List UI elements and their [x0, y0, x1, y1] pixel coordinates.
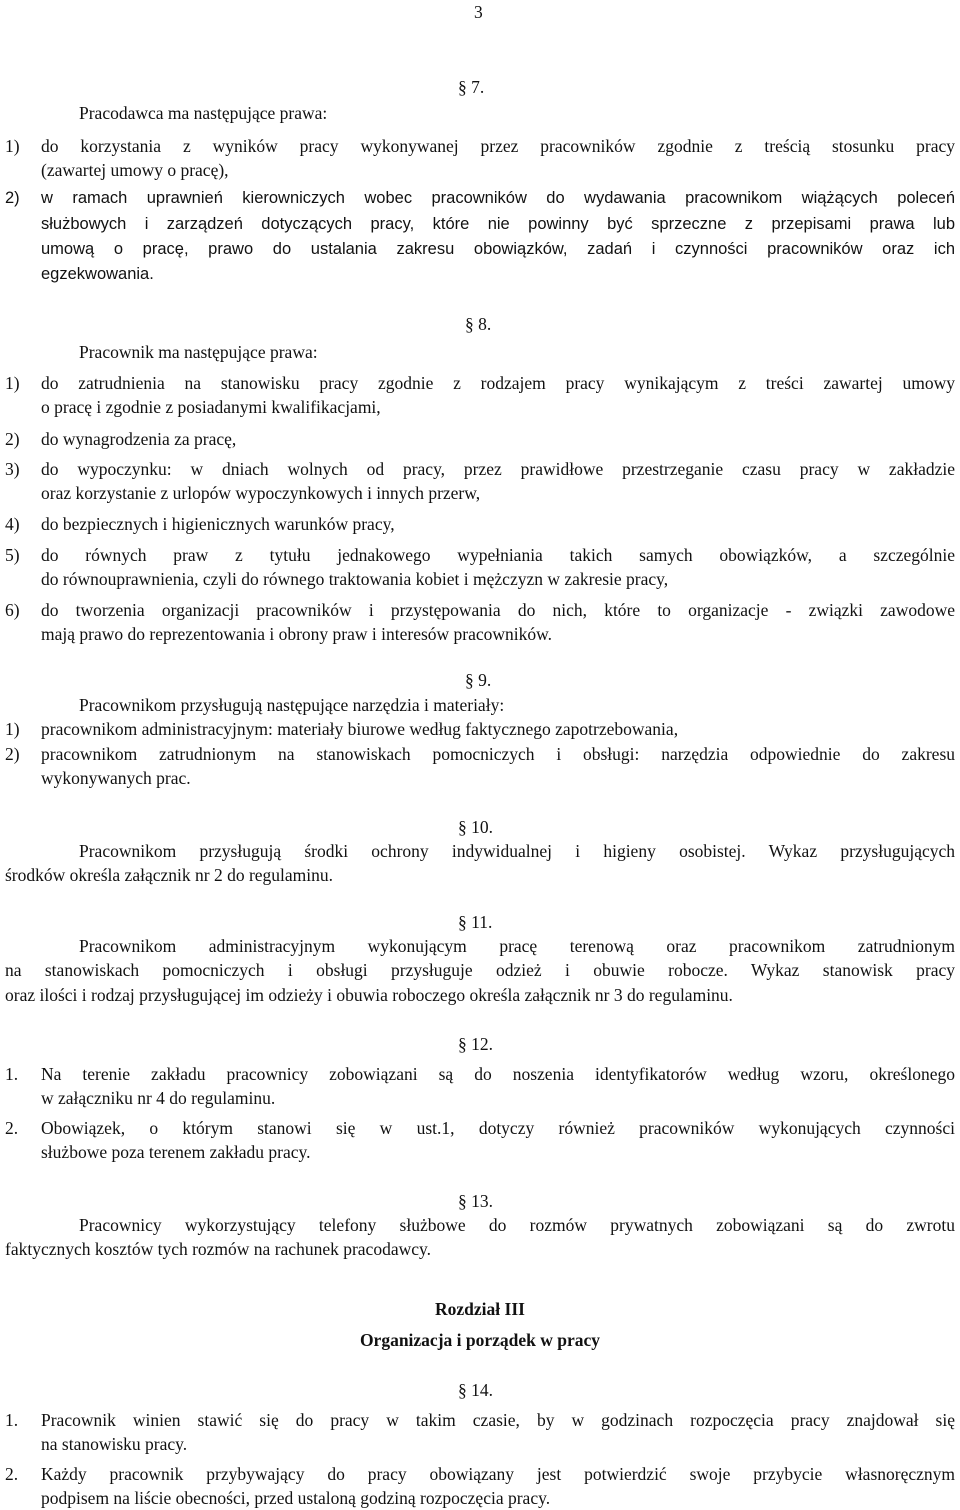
item-text-line: służbowych i zarządzeń dotyczących pracy, które nie powinny być sprzeczne z przepisami prawa lub — [41, 215, 955, 233]
item-text-line: do tworzenia organizacji pracowników i przystępowania do nich, które to organizacje - związki zawodowe — [41, 600, 955, 620]
item-text-line: egzekwowania. — [41, 265, 154, 283]
item-text-line: do korzystania z wyników pracy wykonywanej przez pracowników zgodnie z treścią stosunku pracy — [41, 136, 955, 156]
item-text-line: do wypoczynku: w dniach wolnych od pracy, przez prawidłowe przestrzeganie czasu pracy w zakładzie — [41, 459, 955, 479]
item-number: 5) — [5, 545, 20, 565]
section-intro: Pracownikom przysługują następujące narzędzia i materiały: — [79, 695, 505, 715]
section-mark: § 14. — [458, 1380, 493, 1400]
paragraph-line: na stanowiskach pomocniczych i obsługi przysługuje odzież i obuwie robocze. Wykaz stanowisk pracy — [5, 960, 955, 980]
chapter-title: Rozdział III — [435, 1299, 525, 1319]
section-intro: Pracownik ma następujące prawa: — [79, 342, 318, 362]
item-text-line: w ramach uprawnień kierowniczych wobec pracowników do wydawania pracownikom wiążących poleceń — [41, 189, 955, 207]
item-text-line: do zatrudnienia na stanowisku pracy zgodnie z rodzajem pracy wynikającym z treści zawartej umowy — [41, 373, 955, 393]
item-text-line: pracownikom zatrudnionym na stanowiskach pomocniczych i obsługi: narzędzia odpowiednie do zakresu — [41, 744, 955, 764]
item-number: 2. — [5, 1464, 19, 1484]
item-text-line: służbowe poza terenem zakładu pracy. — [41, 1142, 311, 1162]
section-mark: § 8. — [465, 314, 492, 334]
paragraph-line: środków określa załącznik nr 2 do regulaminu. — [5, 865, 334, 885]
item-number: 3) — [5, 459, 20, 479]
section-intro: Pracodawca ma następujące prawa: — [79, 103, 328, 123]
item-text-line: podpisem na liście obecności, przed ustaloną godziną rozpoczęcia pracy. — [41, 1488, 551, 1508]
section-mark: § 7. — [458, 77, 485, 97]
section-mark: § 11. — [458, 912, 493, 932]
paragraph-line: Pracownicy wykorzystujący telefony służbowe do rozmów prywatnych zobowiązani są do zwrotu — [79, 1215, 955, 1235]
item-text-line: do równych praw z tytułu jednakowego wypełniania takich samych obowiązków, a szczególnie — [41, 545, 955, 565]
item-text-line: oraz korzystanie z urlopów wypoczynkowych i innych przerw, — [41, 483, 481, 503]
item-number: 2) — [5, 429, 20, 449]
item-text-line: (zawartej umowy o pracę), — [41, 160, 229, 180]
page-number: 3 — [474, 2, 483, 22]
section-mark: § 10. — [458, 817, 493, 837]
item-number: 1) — [5, 719, 20, 739]
item-text-line: o pracę i zgodnie z posiadanymi kwalifikacjami, — [41, 397, 381, 417]
item-text-line: Na terenie zakładu pracownicy zobowiązani są do noszenia identyfikatorów według wzoru, określonego — [41, 1064, 955, 1084]
item-text-line: na stanowisku pracy. — [41, 1434, 188, 1454]
item-number: 1. — [5, 1064, 19, 1084]
section-mark: § 9. — [465, 670, 492, 690]
item-text-line: umową o pracę, prawo do ustalania zakresu obowiązków, zadań i czynności pracowników oraz ich — [41, 240, 955, 258]
item-number: 2) — [5, 744, 20, 764]
item-text-line: wykonywanych prac. — [41, 768, 191, 788]
chapter-subtitle: Organizacja i porządek w pracy — [359, 1330, 601, 1350]
item-number: 2) — [5, 189, 20, 207]
item-number: 2. — [5, 1118, 19, 1138]
item-text-line: do wynagrodzenia za pracę, — [41, 429, 237, 449]
item-text-line: do równouprawnienia, czyli do równego traktowania kobiet i mężczyzn w zakresie pracy, — [41, 569, 669, 589]
item-text-line: w załączniku nr 4 do regulaminu. — [41, 1088, 276, 1108]
paragraph-line: faktycznych kosztów tych rozmów na rachunek pracodawcy. — [5, 1239, 431, 1259]
item-number: 1) — [5, 136, 20, 156]
item-number: 1. — [5, 1410, 19, 1430]
item-text-line: mają prawo do reprezentowania i obrony praw i interesów pracowników. — [41, 624, 553, 644]
section-mark: § 13. — [458, 1191, 493, 1211]
item-text-line: pracownikom administracyjnym: materiały biurowe według faktycznego zapotrzebowania, — [41, 719, 679, 739]
paragraph-line: Pracownikom administracyjnym wykonującym pracę terenową oraz pracownikom zatrudnionym — [79, 936, 955, 956]
paragraph-line: Pracownikom przysługują środki ochrony indywidualnej i higieny osobistej. Wykaz przysługujących — [79, 841, 955, 861]
item-text-line: Pracownik winien stawić się do pracy w takim czasie, by w godzinach rozpoczęcia pracy znajdował się — [41, 1410, 955, 1430]
item-text-line: do bezpiecznych i higienicznych warunków pracy, — [41, 514, 395, 534]
section-mark: § 12. — [458, 1034, 493, 1054]
item-text-line: Obowiązek, o którym stanowi się w ust.1, dotyczy również pracowników wykonujących czynności — [41, 1118, 955, 1138]
paragraph-line: oraz ilości i rodzaj przysługującej im odzieży i obuwia roboczego określa załącznik nr 3 do regulaminu. — [5, 985, 733, 1005]
item-text-line: Każdy pracownik przybywający do pracy obowiązany jest potwierdzić swoje przybycie własnoręcznym — [41, 1464, 955, 1484]
item-number: 1) — [5, 373, 20, 393]
item-number: 6) — [5, 600, 20, 620]
item-number: 4) — [5, 514, 20, 534]
